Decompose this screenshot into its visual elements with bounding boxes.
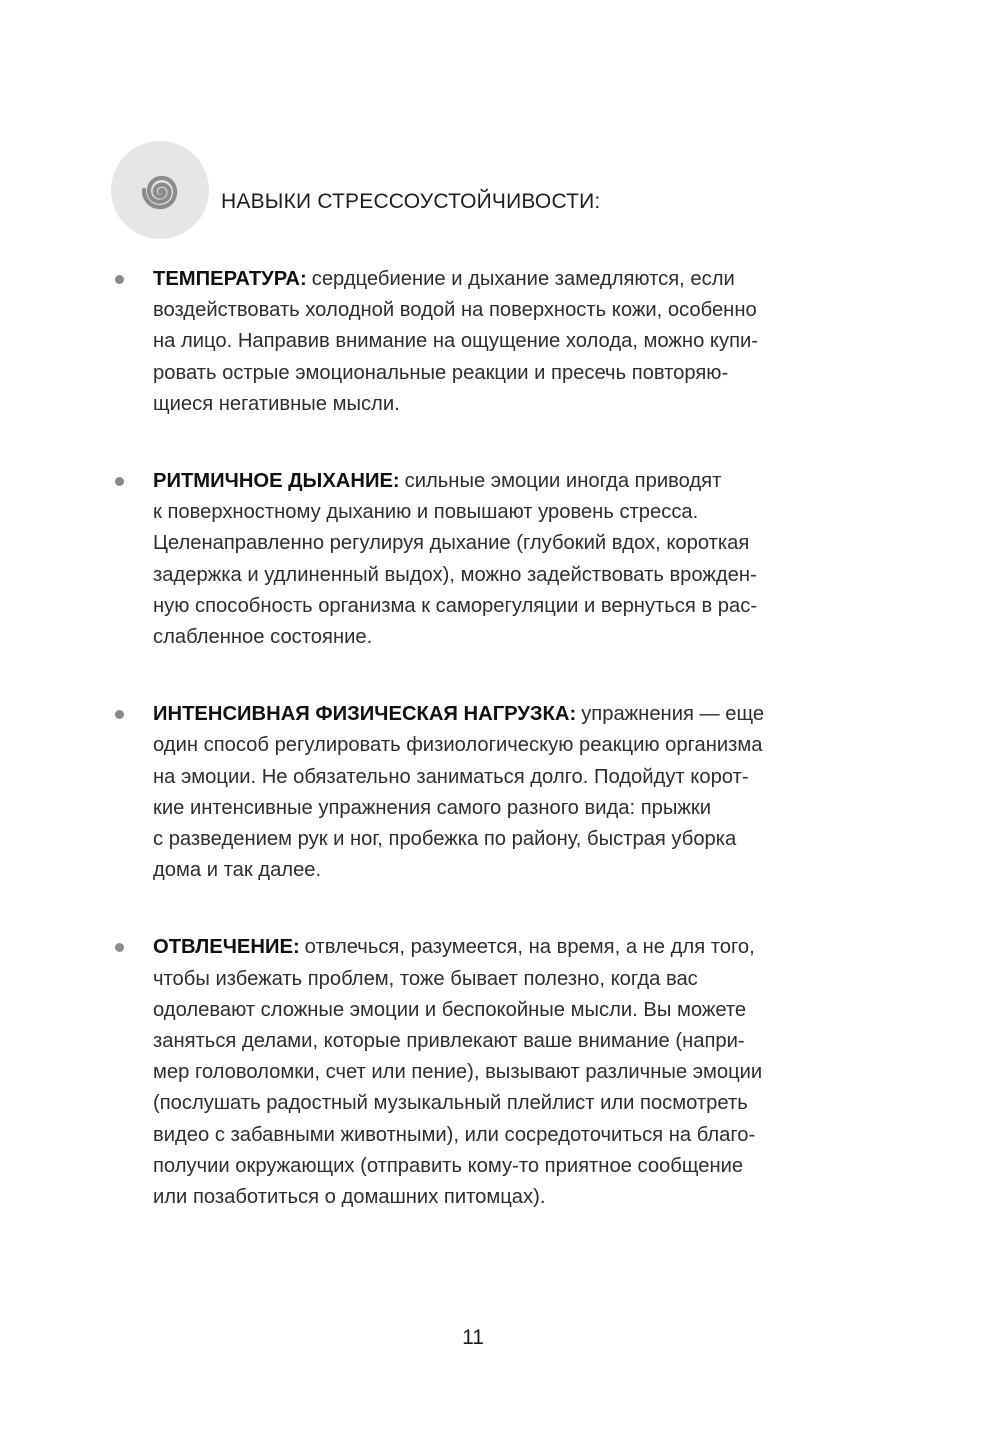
text-line: видео с забавными животными), или сосредоточиться на благо- xyxy=(153,1123,756,1146)
text-line: на лицо. Направив внимание на ощущение холода, можно купи- xyxy=(153,330,758,353)
text-line: Целенаправленно регулируя дыхание (глубокий вдох, короткая xyxy=(153,532,750,555)
text-line: (послушать радостный музыкальный плейлист или посмотреть xyxy=(153,1092,748,1115)
page-number: 11 xyxy=(462,1326,484,1349)
list-item-physical-exercise xyxy=(153,699,843,886)
text-line: слабленное состояние. xyxy=(153,626,373,649)
text-line: кие интенсивные упражнения самого разного вида: прыжки xyxy=(153,796,711,819)
text-line: задержка и удлиненный выдох), можно задействовать врожден- xyxy=(153,563,757,586)
text-line: заняться делами, которые привлекают ваше внимание (напри- xyxy=(153,1030,745,1053)
text-line: с разведением рук и ног, пробежка по району, быстрая уборка xyxy=(153,828,737,851)
term-label: ОТВЛЕЧЕНИЕ: xyxy=(153,936,300,959)
text-line: получии окружающих (отправить кому-то приятное сообщение xyxy=(153,1154,744,1177)
description-text: упражнения — еще xyxy=(581,703,765,726)
term-label: РИТМИЧНОЕ ДЫХАНИЕ: xyxy=(153,470,400,493)
description-text: сильные эмоции иногда приводят xyxy=(404,470,722,493)
list-item-rhythmic-breathing xyxy=(153,466,843,653)
text-line xyxy=(153,932,843,963)
text-line: на эмоции. Не обязательно заниматься долго. Подойдут корот- xyxy=(153,765,749,788)
spiral-icon xyxy=(111,141,209,239)
text-line: чтобы избежать проблем, тоже бывает полезно, когда вас xyxy=(153,967,698,990)
text-line: ровать острые эмоциональные реакции и пресечь повторяю- xyxy=(153,361,729,384)
text-line: или позаботиться о домашних питомцах). xyxy=(153,1186,546,1209)
section-title: НАВЫКИ СТРЕССОУСТОЙЧИВОСТИ: xyxy=(221,190,601,213)
text-line xyxy=(153,264,843,295)
description-text: сердцебиение и дыхание замедляются, если xyxy=(311,268,735,290)
text-line: ную способность организма к саморегуляции и вернуться в рас- xyxy=(153,594,758,617)
bullet-dot xyxy=(115,477,124,486)
text-line xyxy=(153,466,843,497)
bullet-dot xyxy=(115,710,124,719)
text-line xyxy=(153,699,843,730)
text-line: дома и так далее. xyxy=(153,859,322,882)
text-line: воздействовать холодной водой на поверхность кожи, особенно xyxy=(153,299,757,322)
bullet-dot xyxy=(115,943,124,952)
skills-list xyxy=(153,264,843,1213)
bullet-dot xyxy=(115,275,124,284)
text-line: одолевают сложные эмоции и беспокойные мысли. Вы можете xyxy=(153,998,747,1021)
description-text: отвлечься, разумеется, на время, а не для того, xyxy=(304,936,755,959)
list-item-distraction xyxy=(153,932,843,1213)
term-label: ТЕМПЕРАТУРА: xyxy=(153,268,307,290)
list-item-temperature xyxy=(153,264,843,420)
text-line: к поверхностному дыханию и повышают уровень стресса. xyxy=(153,501,699,524)
text-line: мер головоломки, счет или пение), вызывают различные эмоции xyxy=(153,1061,763,1084)
term-label: ИНТЕНСИВНАЯ ФИЗИЧЕСКАЯ НАГРУЗКА: xyxy=(153,703,577,726)
spiral-icon-graphic xyxy=(134,165,186,217)
text-line: один способ регулировать физиологическую реакцию организма xyxy=(153,734,763,757)
text-line: щиеся негативные мысли. xyxy=(153,392,400,415)
